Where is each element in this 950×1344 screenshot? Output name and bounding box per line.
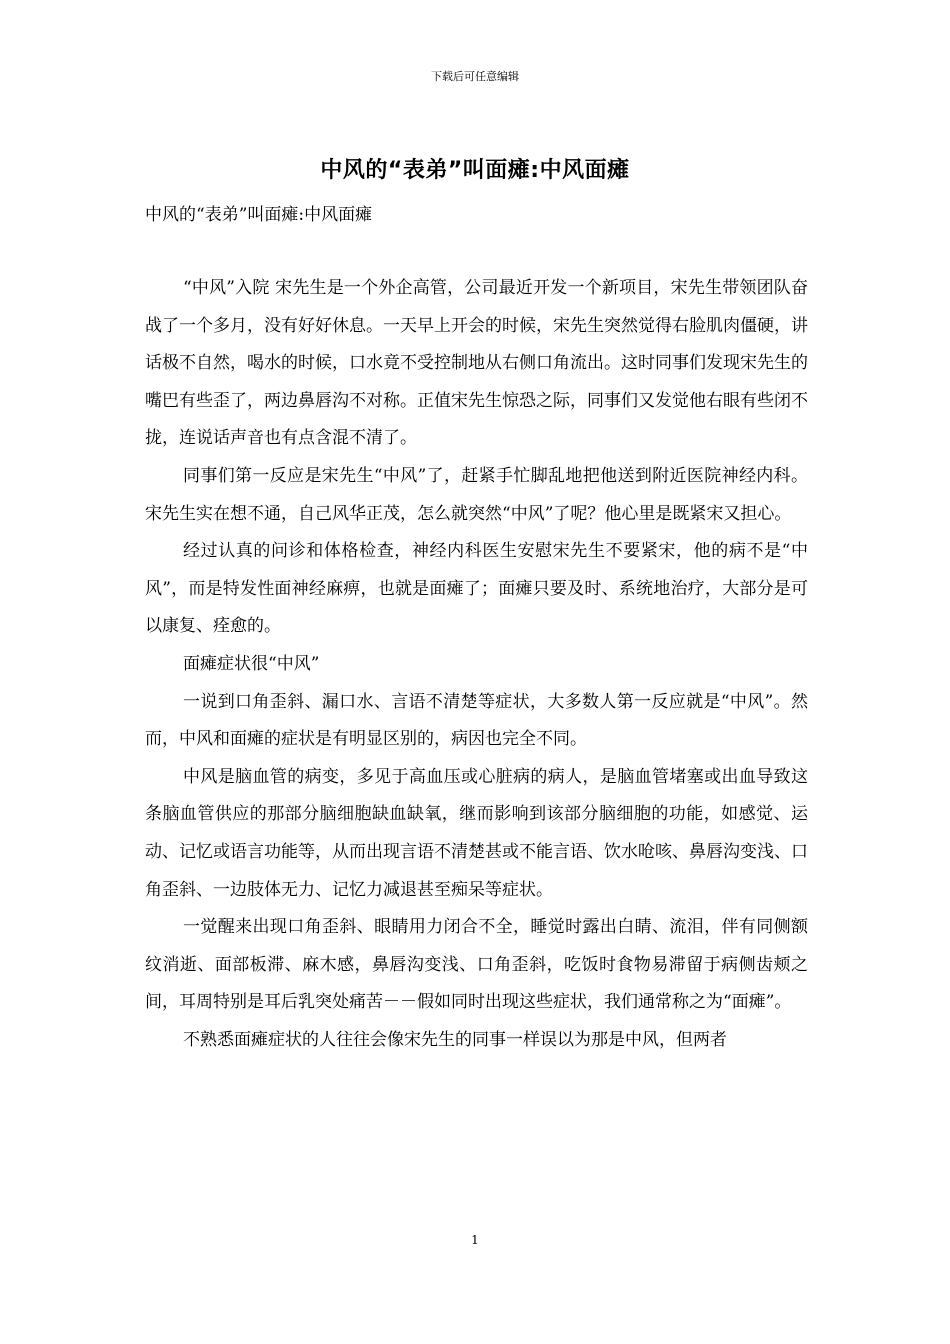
paragraph: “中风”入院 宋先生是一个外企高管，公司最近开发一个新项目，宋先生带领团队奋战了一个多月，没有好好休息。一天早上开会的时候，宋先生突然觉得右脸肌肉僵硬，讲话极不自然，喝水的时候，口水竟不受控制地从右侧口角流出。这时同事们发现宋先生的嘴巴有些歪了，两边鼻唇沟不对称。正值宋先生惊恐之际，同事们又发觉他右眼有些闭不拢，连说话声音也有点含混不清了。 — [145, 278, 808, 449]
document-body — [145, 270, 808, 1059]
header-note: 下载后可任意编辑 — [431, 70, 519, 83]
document-subtitle: 中风的“表弟”叫面瘫:中风面瘫 — [145, 205, 373, 225]
paragraph: 不熟悉面瘫症状的人往往会像宋先生的同事一样误以为那是中风，但两者 — [183, 1029, 727, 1050]
paragraph: 一说到口角歪斜、漏口水、言语不清楚等症状，大多数人第一反应就是“中风”。然而，中风和面瘫的症状是有明显区别的，病因也完全不同。 — [145, 691, 808, 750]
section-heading: 面瘫症状很“中风” — [183, 653, 320, 674]
paragraph: 一觉醒来出现口角歪斜、眼睛用力闭合不全，睡觉时露出白睛、流泪，伴有同侧额纹消逝、面部板滞、麻木感，鼻唇沟变浅、口角歪斜，吃饭时食物易滞留于病侧齿颊之间，耳周特别是耳后乳突处痛苦－－假如同时出现这些症状，我们通常称之为“面瘫”。 — [145, 917, 808, 1013]
page-number: 1 — [471, 1233, 479, 1247]
paragraph: 同事们第一反应是宋先生“中风”了，赶紧手忙脚乱地把他送到附近医院神经内科。宋先生实在想不通，自己风华正茂，怎么就突然“中风”了呢？他心里是既紧宋又担心。 — [145, 465, 808, 524]
paragraph: 经过认真的问诊和体格检查，神经内科医生安慰宋先生不要紧宋，他的病不是“中风”，而是特发性面神经麻痹，也就是面瘫了；面瘫只要及时、系统地治疗，大部分是可以康复、痊愈的。 — [145, 541, 808, 637]
paragraph: 中风是脑血管的病变，多见于高血压或心脏病的病人，是脑血管堵塞或出血导致这条脑血管供应的那部分脑细胞缺血缺氧，继而影响到该部分脑细胞的功能，如感觉、运动、记忆或语言功能等，从而出现言语不清楚甚或不能言语、饮水呛咳、鼻唇沟变浅、口角歪斜、一边肢体无力、记忆力减退甚至痴呆等症状。 — [145, 766, 808, 900]
document-title: 中风的“表弟”叫面瘫:中风面瘫 — [320, 158, 630, 183]
